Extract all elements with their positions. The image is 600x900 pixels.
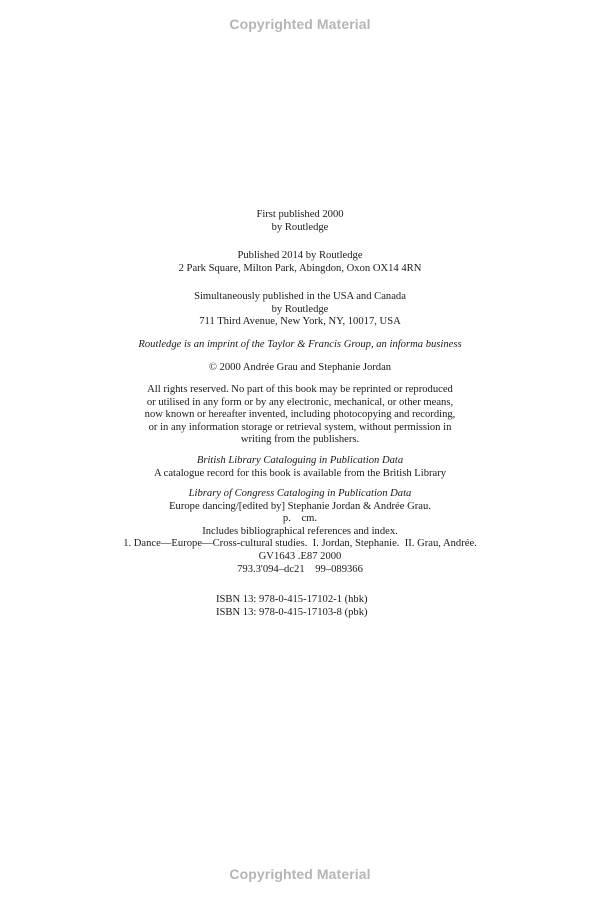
imprint-line: Routledge is an imprint of the Taylor & Francis Group, an informa business: [138, 339, 462, 350]
loc-line: p. cm.: [282, 513, 318, 525]
watermark-bottom: Copyrighted Material: [229, 866, 371, 882]
rights-line: now known or hereafter invented, including photocopying and recording,: [144, 409, 456, 421]
isbn-block: [80, 594, 520, 619]
usa-publisher: by Routledge: [271, 303, 329, 315]
rights-line: or utilised in any form or by any electronic, mechanical, or other means,: [146, 396, 454, 408]
usa-canada-block: [80, 291, 520, 329]
publisher-address: 2 Park Square, Milton Park, Abingdon, Oxon OX14 4RN: [178, 262, 422, 274]
rights-block: [80, 384, 520, 447]
loc-line: 1. Dance—Europe—Cross-cultural studies. I. Jordan, Stephanie. II. Grau, Andrée.: [123, 538, 477, 550]
british-library-text: A catalogue record for this book is available from the British Library: [153, 467, 447, 479]
loc-line: GV1643 .E87 2000: [258, 550, 342, 562]
watermark-top: Copyrighted Material: [229, 16, 371, 32]
loc-line: Includes bibliographical references and index.: [202, 525, 398, 537]
copyright-line: © 2000 Andrée Grau and Stephanie Jordan: [208, 362, 392, 373]
loc-line: Europe dancing/[edited by] Stephanie Jordan & Andrée Grau.: [169, 500, 431, 512]
loc-heading: Library of Congress Cataloging in Publication Data: [188, 488, 412, 499]
first-published-line: First published 2000: [256, 209, 344, 220]
rights-line: or in any information storage or retrieval system, without permission in: [148, 421, 452, 433]
british-library-block: [80, 455, 520, 480]
loc-block: [80, 488, 520, 576]
usa-line: Simultaneously published in the USA and Canada: [194, 291, 406, 302]
rights-line: All rights reserved. No part of this book may be reprinted or reproduced: [147, 384, 453, 395]
isbn-pbk: ISBN 13: 978-0-415-17103-8 (pbk): [216, 606, 368, 618]
rights-line: writing from the publishers.: [240, 434, 360, 446]
first-published-publisher: by Routledge: [271, 221, 329, 233]
usa-address: 711 Third Avenue, New York, NY, 10017, USA: [199, 316, 401, 328]
british-library-heading: British Library Cataloguing in Publication Data: [196, 455, 404, 466]
published-2014-line: Published 2014 by Routledge: [237, 250, 363, 261]
first-published-block: [80, 209, 520, 234]
published-2014-block: [80, 250, 520, 275]
loc-line: 793.3'094–dc21 99–089366: [237, 563, 363, 575]
isbn-hbk: ISBN 13: 978-0-415-17102-1 (hbk): [216, 594, 368, 605]
